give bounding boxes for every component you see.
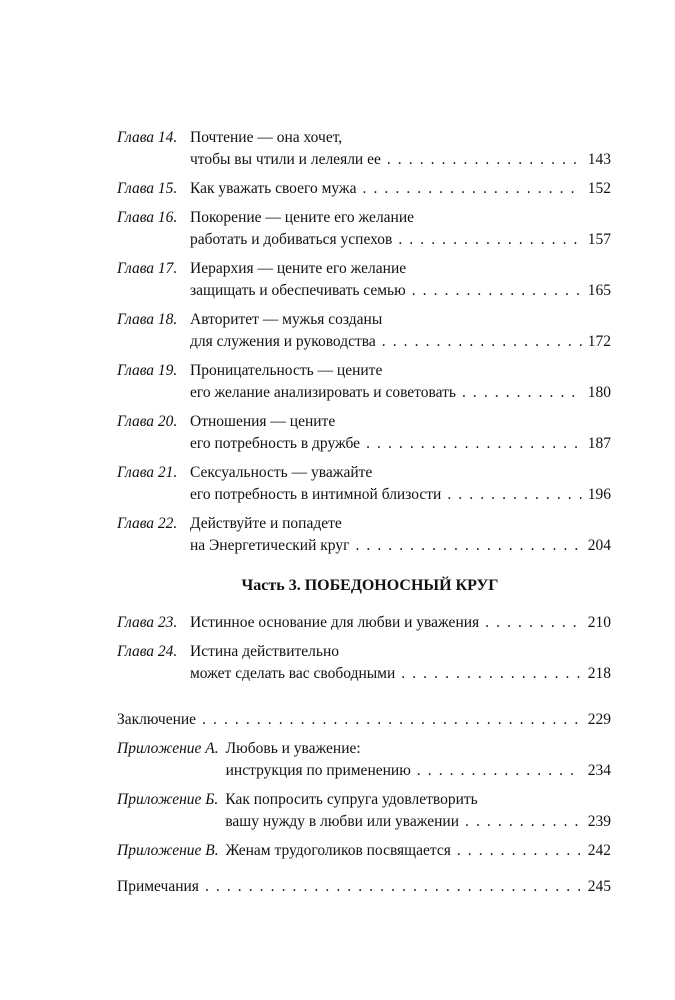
page-number: 187 [587, 435, 611, 452]
entry-title-last-line: может сделать вас свободными [190, 665, 396, 682]
entry-title-last-line: Примечания [117, 878, 199, 895]
page-number: 229 [587, 711, 611, 728]
page-number: 239 [587, 813, 611, 830]
toc-entry-chapter-18[interactable] [117, 309, 611, 353]
page-number: 204 [587, 537, 611, 554]
appendix-label: Приложение А. [117, 740, 219, 757]
page-number: 165 [587, 282, 611, 299]
dot-leader [485, 612, 582, 634]
appendix-label: Приложение В. [117, 842, 219, 859]
entry-title-last-line: защищать и обеспечивать семью [190, 282, 406, 299]
entry-title-line: Покорение — цените его желание [190, 209, 415, 226]
page-number: 196 [587, 486, 611, 503]
chapter-label: Глава 19. [117, 362, 178, 379]
dot-leader [465, 811, 582, 833]
dot-leader [363, 178, 582, 200]
table-of-contents [117, 127, 611, 898]
dot-leader [387, 149, 582, 171]
page-number: 210 [587, 614, 611, 631]
page-number: 157 [587, 231, 611, 248]
chapter-label: Глава 23. [117, 614, 178, 631]
dot-leader [382, 331, 582, 353]
entry-title-line: Действуйте и попадете [190, 515, 342, 532]
chapter-label: Глава 17. [117, 260, 178, 277]
dot-leader [401, 663, 581, 685]
toc-entry-chapter-15[interactable] [117, 178, 611, 200]
dot-leader [457, 840, 582, 862]
entry-title-line: Проницательность — цените [190, 362, 383, 379]
entry-title-last-line: чтобы вы чтили и лелеяли ее [190, 151, 381, 168]
toc-entry-chapter-20[interactable] [117, 411, 611, 455]
entry-title-line: Почтение — она хочет, [190, 129, 343, 146]
entry-title-last-line: Заключение [117, 711, 197, 728]
dot-leader [366, 433, 582, 455]
toc-entry-appendix-a[interactable] [117, 738, 611, 782]
chapter-label: Глава 21. [117, 464, 178, 481]
dot-leader [447, 484, 581, 506]
page-number: 234 [587, 762, 611, 779]
part-3-heading: Часть 3. ПОБЕДОНОСНЫЙ КРУГ [241, 577, 499, 594]
entry-title-last-line: вашу нужду в любви или уважении [225, 813, 460, 830]
appendix-label: Приложение Б. [117, 791, 219, 808]
dot-leader [462, 382, 582, 404]
chapter-label: Глава 16. [117, 209, 178, 226]
chapter-label: Глава 15. [117, 180, 178, 197]
chapter-label: Глава 22. [117, 515, 178, 532]
chapter-label: Глава 14. [117, 129, 178, 146]
dot-leader [202, 709, 582, 731]
dot-leader [417, 760, 582, 782]
dot-leader [398, 229, 581, 251]
toc-entry-chapter-14[interactable] [117, 127, 611, 171]
page-number: 245 [587, 878, 611, 895]
entry-title-line: Любовь и уважение: [225, 740, 361, 757]
entry-title-last-line: на Энергетический круг [190, 537, 350, 554]
page-number: 152 [587, 180, 611, 197]
dot-leader [205, 876, 582, 898]
toc-entry-chapter-21[interactable] [117, 462, 611, 506]
dot-leader [355, 535, 581, 557]
page-number: 180 [587, 384, 611, 401]
entry-title-last-line: Женам трудоголиков посвящается [225, 842, 451, 859]
entry-title-line: Как попросить супруга удовлетворить [225, 791, 478, 808]
page-number: 143 [587, 151, 611, 168]
chapter-group-part3 [117, 612, 611, 685]
entry-title-last-line: Как уважать своего мужа [190, 180, 357, 197]
entry-title-last-line: его желание анализировать и советовать [190, 384, 456, 401]
chapter-group-part2 [117, 127, 611, 557]
toc-entry-chapter-22[interactable] [117, 513, 611, 557]
chapter-label: Глава 18. [117, 311, 178, 328]
appendix-group [117, 738, 611, 862]
toc-entry-notes[interactable] [117, 876, 611, 898]
toc-entry-chapter-23[interactable] [117, 612, 611, 634]
entry-title-line: Иерархия — цените его желание [190, 260, 407, 277]
toc-entry-chapter-24[interactable] [117, 641, 611, 685]
entry-title-line: Авторитет — мужья созданы [190, 311, 383, 328]
page-number: 172 [587, 333, 611, 350]
entry-title-last-line: инструкция по применению [225, 762, 411, 779]
entry-title-last-line: работать и добиваться успехов [190, 231, 393, 248]
page-number: 242 [587, 842, 611, 859]
entry-title-line: Отношения — цените [190, 413, 336, 430]
entry-title-last-line: для служения и руководства [190, 333, 376, 350]
page-number: 218 [587, 665, 611, 682]
dot-leader [412, 280, 582, 302]
toc-entry-conclusion[interactable] [117, 709, 611, 731]
toc-entry-chapter-16[interactable] [117, 207, 611, 251]
entry-title-last-line: Истинное основание для любви и уважения [190, 614, 480, 631]
toc-entry-chapter-17[interactable] [117, 258, 611, 302]
entry-title-last-line: его потребность в интимной близости [190, 486, 442, 503]
toc-entry-appendix-v[interactable] [117, 840, 611, 862]
entry-title-line: Истина действительно [190, 643, 340, 660]
entry-title-last-line: его потребность в дружбе [190, 435, 361, 452]
toc-entry-chapter-19[interactable] [117, 360, 611, 404]
toc-entry-appendix-b[interactable] [117, 789, 611, 833]
entry-title-line: Сексуальность — уважайте [190, 464, 373, 481]
chapter-label: Глава 24. [117, 643, 178, 660]
chapter-label: Глава 20. [117, 413, 178, 430]
